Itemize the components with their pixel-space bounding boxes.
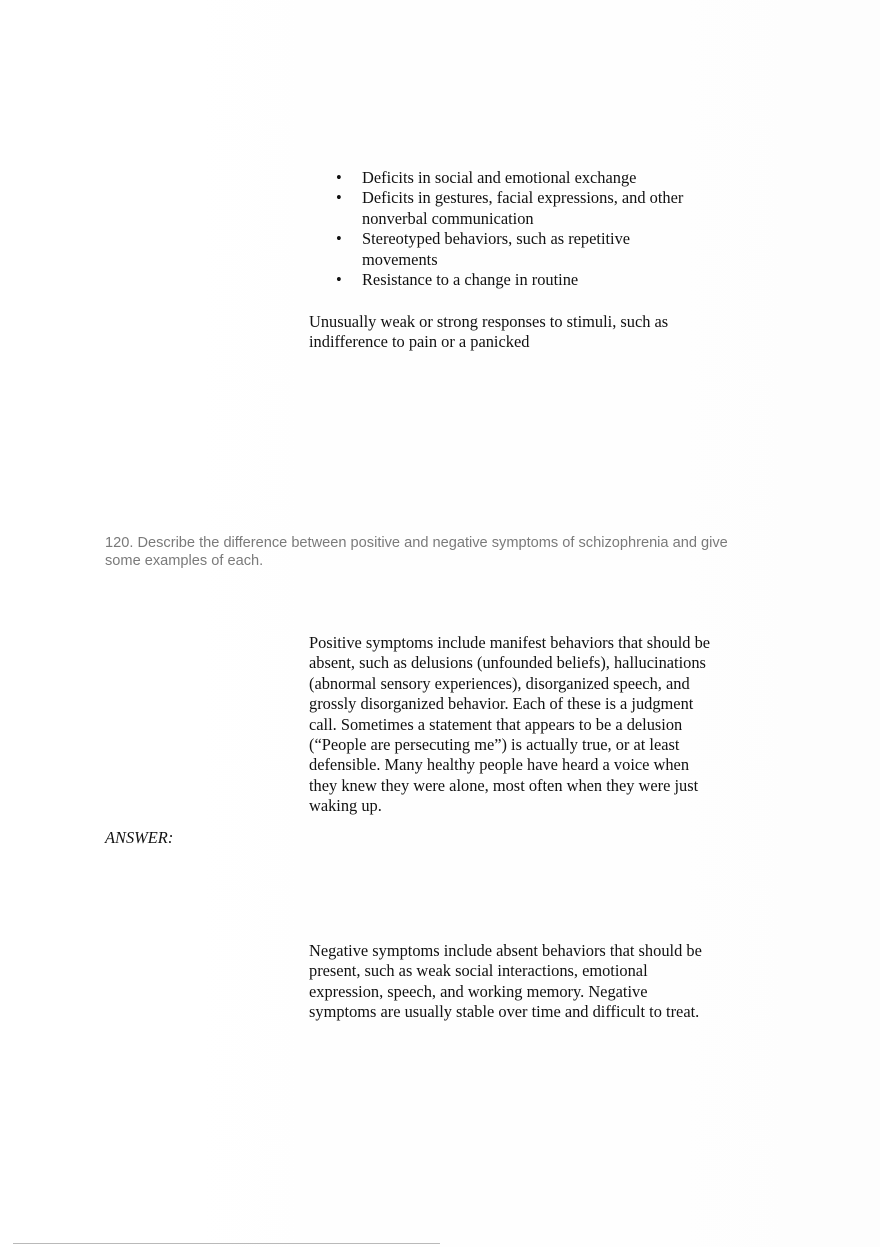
list-item-text: Stereotyped behaviors, such as repetitive movements: [362, 229, 631, 269]
list-item: [309, 168, 689, 188]
stimuli-paragraph: Unusually weak or strong responses to stimuli, such as indifference to pain or a panicked: [309, 312, 669, 352]
positive-symptoms-paragraph: Positive symptoms include manifest behaviors that should be absent, such as delusions (unfounded beliefs), hallucinations (abnormal sensory experiences), disorganized speech, and grossly disorganized behavior. Each of these is a judgment call. Sometimes a statement that appears to be a delusion (“People are persecuting me”) is actually true, or at least defensible. Many healthy people have heard a voice when they knew they were alone, most often when they were just waking up.: [309, 633, 711, 816]
list-item-text: Deficits in social and emotional exchange: [362, 168, 637, 187]
bullet-icon: •: [336, 270, 342, 290]
bullet-icon: •: [336, 188, 342, 208]
list-item: [309, 270, 689, 290]
list-item-text: Deficits in gestures, facial expressions, and other nonverbal communication: [362, 188, 684, 228]
bullet-icon: •: [336, 168, 342, 187]
list-item-text: Resistance to a change in routine: [362, 270, 579, 290]
list-item: [309, 188, 689, 229]
footnote-divider: [13, 1243, 440, 1244]
bullet-icon: •: [336, 229, 342, 249]
answer-label: ANSWER:: [105, 828, 174, 847]
question-120: 120. Describe the difference between positive and negative symptoms of schizophrenia and give some examples of each.: [105, 535, 728, 569]
negative-symptoms-paragraph: Negative symptoms include absent behaviors that should be present, such as weak social interactions, emotional expression, speech, and working memory. Negative symptoms are usually stable over time and difficult to treat.: [309, 941, 702, 1022]
list-item: [309, 229, 689, 270]
symptom-bullet-list: [309, 168, 689, 290]
